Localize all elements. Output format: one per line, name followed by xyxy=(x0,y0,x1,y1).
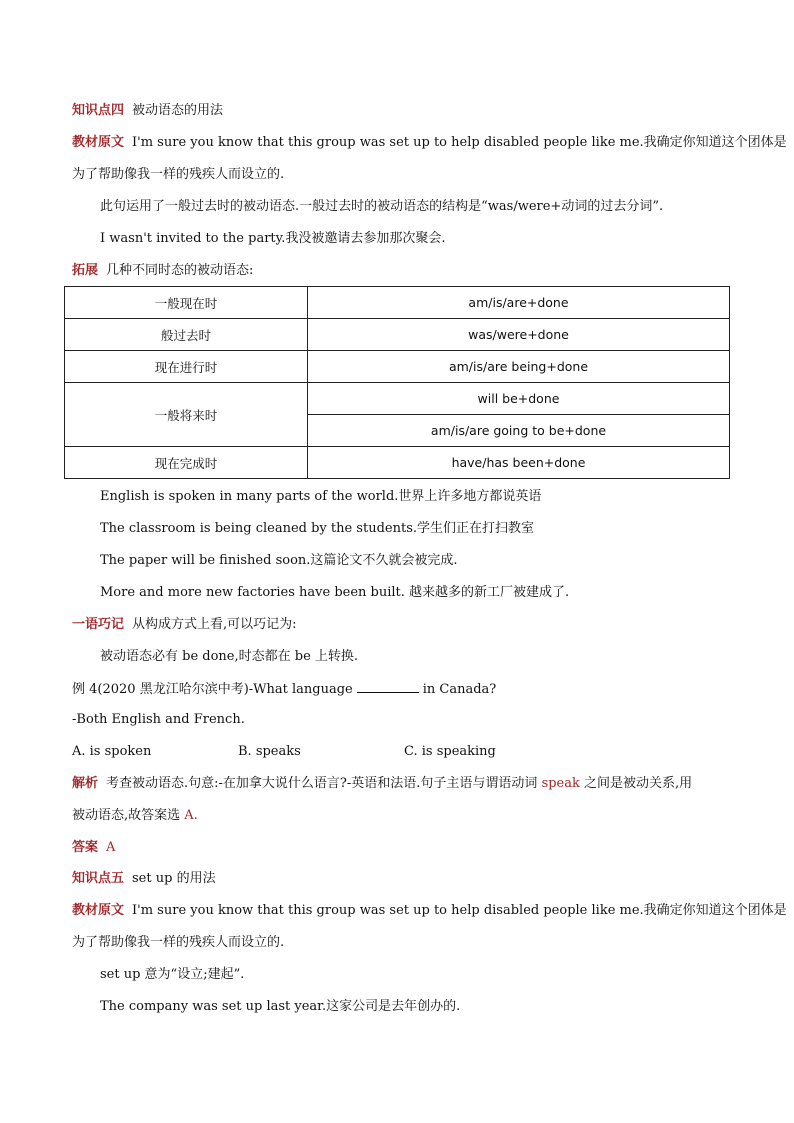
tense-cell: 现在进行时 xyxy=(65,351,308,383)
mnemonic-line xyxy=(72,616,732,634)
analysis-text: 被动语态,故答案选 xyxy=(72,808,185,823)
heading-text: 被动语态的用法 xyxy=(132,103,224,118)
keyword-label: 答案 xyxy=(72,840,99,855)
example-sentence: I wasn't invited to the party.我没被邀请去参加那次聚会. xyxy=(100,231,446,246)
example-sentence: The paper will be finished soon.这篇论文不久就会被完成. xyxy=(100,553,458,568)
tense-cell: 一般现在时 xyxy=(65,287,308,319)
keyword-label: 知识点五 xyxy=(72,871,125,886)
form-cell: am/is/are being+done xyxy=(308,351,730,383)
question-reply: -Both English and French. xyxy=(72,712,245,727)
example-sentence: The company was set up last year.这家公司是去年创办的. xyxy=(100,999,461,1014)
answer-line xyxy=(72,839,732,857)
keyword-label: 知识点四 xyxy=(72,103,125,118)
analysis-cont xyxy=(72,807,732,825)
option-c: C. is speaking xyxy=(404,744,496,759)
tense-table xyxy=(64,286,730,479)
origin-text-cont: 为了帮助像我一样的残疾人而设立的. xyxy=(72,167,285,182)
explanation-text: 此句运用了一般过去时的被动语态.一般过去时的被动语态的结构是“was/were+动词的过去分词”. xyxy=(100,199,664,214)
keyword-label: 教材原文 xyxy=(72,903,125,918)
keyword-label: 教材原文 xyxy=(72,135,125,150)
example-sentence: More and more new factories have been built. 越来越多的新工厂被建成了. xyxy=(100,585,570,600)
table-row xyxy=(65,351,730,383)
origin-text-cont: 为了帮助像我一样的残疾人而设立的. xyxy=(72,935,285,950)
form-cell: was/were+done xyxy=(308,319,730,351)
heading-text: set up 的用法 xyxy=(132,871,216,886)
analysis-highlight: speak xyxy=(541,776,580,791)
form-cell: am/is/are going to be+done xyxy=(308,415,730,447)
analysis-text: 之间是被动关系,用 xyxy=(579,776,693,791)
answer-value: A xyxy=(106,840,116,855)
mnemonic-rule: 被动语态必有 be done,时态都在 be 上转换. xyxy=(100,649,359,664)
meaning-text: set up 意为“设立;建起”. xyxy=(100,967,245,982)
origin-text: I'm sure you know that this group was set up to help disabled people like me.我确定你知道这个团体是 xyxy=(132,903,787,918)
form-cell: will be+done xyxy=(308,383,730,415)
section-4-heading xyxy=(72,102,732,120)
textbook-origin-line xyxy=(72,134,787,152)
origin-text: I'm sure you know that this group was set up to help disabled people like me.我确定你知道这个团体是 xyxy=(132,135,787,150)
form-cell: have/has been+done xyxy=(308,447,730,479)
analysis-line xyxy=(72,775,732,793)
keyword-label: 一语巧记 xyxy=(72,617,125,632)
table-row xyxy=(65,319,730,351)
extension-line xyxy=(72,262,732,280)
table-row xyxy=(65,287,730,319)
question-text-end: in Canada? xyxy=(422,682,497,697)
tense-cell: 现在完成时 xyxy=(65,447,308,479)
tense-cell: 般过去时 xyxy=(65,319,308,351)
example-sentence: The classroom is being cleaned by the students.学生们正在打扫教室 xyxy=(100,521,534,536)
extension-text: 几种不同时态的被动语态: xyxy=(106,263,254,278)
mnemonic-text: 从构成方式上看,可以巧记为: xyxy=(132,617,297,632)
section-5-heading xyxy=(72,870,732,888)
analysis-highlight: A. xyxy=(184,808,198,823)
question-text: 例 4(2020 黑龙江哈尔滨中考)-What language xyxy=(72,682,353,697)
example-sentence: English is spoken in many parts of the world.世界上许多地方都说英语 xyxy=(100,489,542,504)
option-b: B. speaks xyxy=(238,744,301,759)
analysis-text: 考查被动语态.句意:-在加拿大说什么语言?-英语和法语.句子主语与谓语动词 xyxy=(106,776,542,791)
form-cell: am/is/are+done xyxy=(308,287,730,319)
table-row xyxy=(65,383,730,415)
option-a: A. is spoken xyxy=(72,744,152,759)
keyword-label: 拓展 xyxy=(72,263,99,278)
answer-blank xyxy=(357,680,419,693)
keyword-label: 解析 xyxy=(72,776,99,791)
textbook-origin-line xyxy=(72,902,787,920)
question-stem xyxy=(72,680,732,699)
tense-cell: 一般将来时 xyxy=(65,383,308,447)
table-row xyxy=(65,447,730,479)
